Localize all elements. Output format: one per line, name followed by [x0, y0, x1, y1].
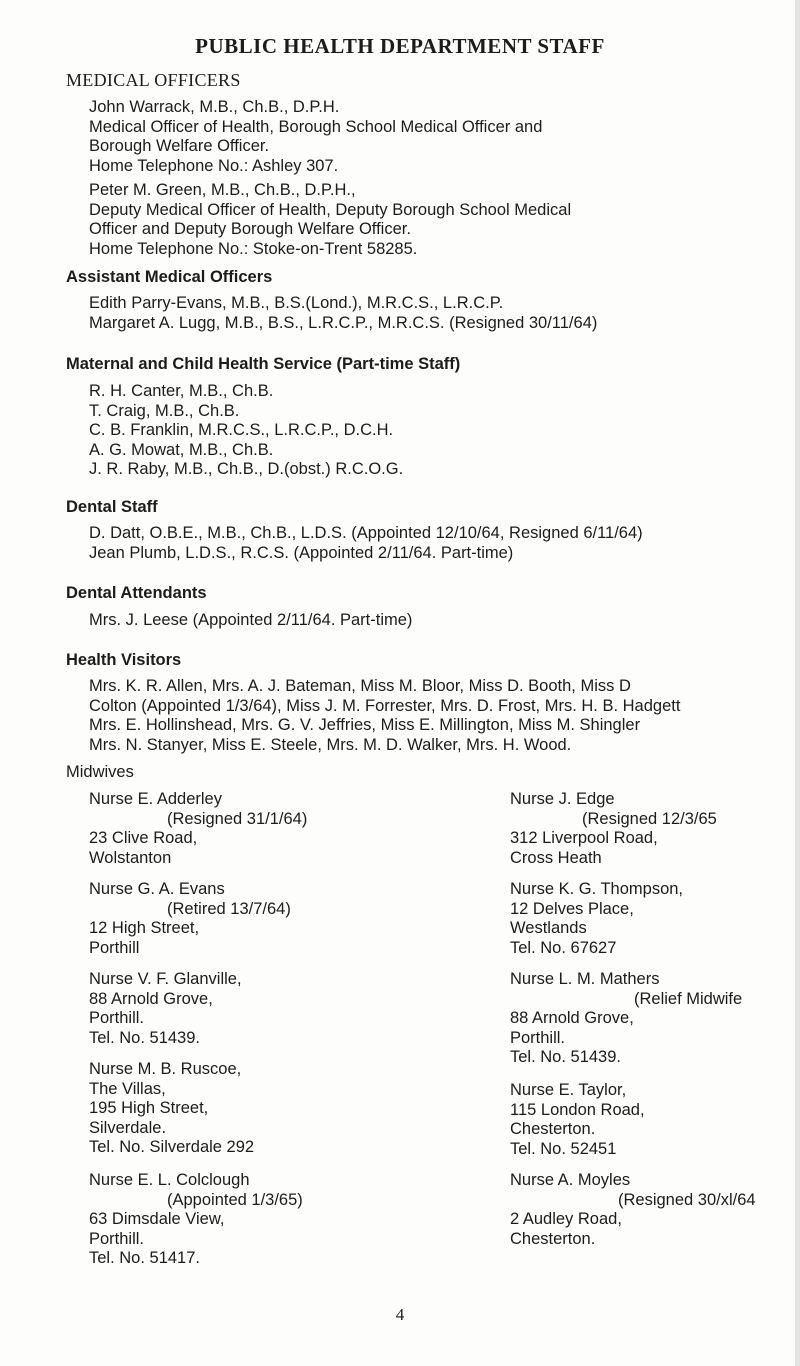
midwife-address: Porthill. — [89, 1229, 145, 1248]
staff-line: R. H. Canter, M.B., Ch.B. — [89, 382, 274, 400]
midwife-phone: Tel. No. 51439. — [89, 1028, 200, 1047]
dental-attendants-heading: Dental Attendants — [66, 584, 207, 602]
staff-line: Margaret A. Lugg, M.B., B.S., L.R.C.P., M.R.C.S. (Resigned 30/11/64) — [89, 313, 598, 332]
dental-staff-heading: Dental Staff — [66, 498, 158, 516]
midwife-address: Cross Heath — [510, 848, 602, 867]
midwife-address: Wolstanton — [89, 848, 172, 867]
staff-line: Mrs. K. R. Allen, Mrs. A. J. Bateman, Miss M. Bloor, Miss D. Booth, Miss D — [89, 677, 631, 695]
midwife-address: 195 High Street, — [89, 1099, 209, 1117]
midwife-entry — [89, 880, 291, 958]
staff-line: Colton (Appointed 1/3/64), Miss J. M. Forrester, Mrs. D. Frost, Mrs. H. B. Hadgett — [89, 696, 681, 715]
officer-line: Deputy Medical Officer of Health, Deputy Borough School Medical — [89, 200, 572, 219]
midwife-address: 88 Arnold Grove, — [510, 1009, 634, 1027]
midwife-name: Nurse E. Adderley — [89, 790, 222, 808]
officer-line: Borough Welfare Officer. — [89, 137, 270, 155]
staff-line: J. R. Raby, M.B., Ch.B., D.(obst.) R.C.O.G. — [89, 460, 404, 478]
midwife-address: 12 High Street, — [89, 919, 200, 937]
midwife-phone: Tel. No. 52451 — [510, 1139, 617, 1158]
midwife-name: Nurse V. F. Glanville, — [89, 970, 242, 988]
midwife-entry — [510, 790, 717, 868]
midwife-address: Chesterton. — [510, 1120, 596, 1138]
officer-line: Medical Officer of Health, Borough School Medical Officer and — [89, 117, 543, 136]
midwife-address: The Villas, — [89, 1079, 166, 1098]
staff-line: Mrs. E. Hollinshead, Mrs. G. V. Jeffries, Miss E. Millington, Miss M. Shingler — [89, 716, 641, 734]
midwife-status: (Resigned 30/xl/64 — [618, 1190, 756, 1209]
midwife-name: Nurse J. Edge — [510, 790, 615, 808]
staff-line: Edith Parry-Evans, M.B., B.S.(Lond.), M.R.C.S., L.R.C.P. — [89, 294, 504, 312]
midwife-entry — [89, 1060, 254, 1158]
midwife-address: Porthill. — [510, 1028, 566, 1047]
staff-line: C. B. Franklin, M.R.C.S., L.R.C.P., D.C.H. — [89, 421, 394, 439]
medical-officers-heading: MEDICAL OFFICERS — [66, 70, 241, 90]
maternal-child-block — [89, 382, 403, 480]
midwife-address: 115 London Road, — [510, 1100, 645, 1119]
health-visitors-heading: Health Visitors — [66, 651, 182, 669]
dental-staff-block — [89, 524, 643, 563]
midwife-entry — [510, 1081, 645, 1159]
maternal-child-heading: Maternal and Child Health Service (Part-time Staff) — [66, 355, 461, 373]
midwife-name: Nurse L. M. Mathers — [510, 970, 660, 988]
midwife-name: Nurse K. G. Thompson, — [510, 880, 684, 898]
midwife-status: (Relief Midwife — [634, 989, 743, 1008]
midwife-name: Nurse M. B. Ruscoe, — [89, 1060, 242, 1078]
midwife-address: 12 Delves Place, — [510, 899, 634, 918]
midwife-address: 23 Clive Road, — [89, 829, 198, 847]
health-visitors-block — [89, 677, 680, 755]
staff-line: T. Craig, M.B., Ch.B. — [89, 401, 240, 420]
staff-line: A. G. Mowat, M.B., Ch.B. — [89, 440, 274, 459]
midwife-name: Nurse G. A. Evans — [89, 880, 225, 898]
midwife-address: Westlands — [510, 919, 587, 937]
staff-line: Mrs. J. Leese (Appointed 2/11/64. Part-time) — [89, 611, 413, 629]
midwife-entry — [510, 1171, 756, 1249]
midwife-address: 312 Liverpool Road, — [510, 829, 658, 847]
midwife-address: Porthill — [89, 938, 140, 957]
midwife-address: 63 Dimsdale View, — [89, 1210, 225, 1228]
midwife-status: (Appointed 1/3/65) — [167, 1190, 303, 1209]
staff-line: Jean Plumb, L.D.S., R.C.S. (Appointed 2/11/64. Part-time) — [89, 543, 514, 562]
midwife-entry — [510, 970, 742, 1068]
midwife-entry — [89, 1171, 303, 1269]
medical-officers-block — [89, 98, 571, 259]
page-number: 4 — [395, 1305, 405, 1324]
midwife-address: Chesterton. — [510, 1229, 596, 1248]
midwife-address: Silverdale. — [89, 1118, 167, 1137]
midwife-phone: Tel. No. 51439. — [510, 1048, 621, 1066]
midwife-status: (Retired 13/7/64) — [167, 899, 291, 918]
midwife-name: Nurse E. L. Colclough — [89, 1171, 250, 1189]
midwife-phone: Tel. No. Silverdale 292 — [89, 1138, 255, 1156]
assistant-medical-officers-heading: Assistant Medical Officers — [66, 268, 273, 286]
officer-line: John Warrack, M.B., Ch.B., D.P.H. — [89, 98, 340, 116]
officer-line: Peter M. Green, M.B., Ch.B., D.P.H., — [89, 181, 356, 199]
officer-line: Home Telephone No.: Stoke-on-Trent 58285. — [89, 239, 418, 258]
officer-line: Officer and Deputy Borough Welfare Officer. — [89, 220, 411, 238]
midwife-entry — [510, 880, 683, 958]
midwife-address: 88 Arnold Grove, — [89, 989, 213, 1008]
officer-line: Home Telephone No.: Ashley 307. — [89, 156, 339, 175]
dental-attendants-block — [89, 611, 412, 631]
midwife-phone: Tel. No. 67627 — [510, 938, 617, 957]
page-edge-shadow — [795, 0, 800, 1366]
assistant-medical-officers-block — [89, 294, 597, 333]
page-title: PUBLIC HEALTH DEPARTMENT STAFF — [195, 34, 605, 58]
midwives-heading: Midwives — [66, 763, 134, 781]
midwife-address: Porthill. — [89, 1009, 145, 1027]
midwife-entry — [89, 970, 242, 1048]
midwife-status: (Resigned 31/1/64) — [167, 809, 308, 828]
midwife-phone: Tel. No. 51417. — [89, 1249, 200, 1267]
staff-line: Mrs. N. Stanyer, Miss E. Steele, Mrs. M. D. Walker, Mrs. H. Wood. — [89, 735, 572, 754]
staff-line: D. Datt, O.B.E., M.B., Ch.B., L.D.S. (Appointed 12/10/64, Resigned 6/11/64) — [89, 524, 643, 542]
midwife-address: 2 Audley Road, — [510, 1210, 622, 1228]
midwife-name: Nurse E. Taylor, — [510, 1081, 627, 1099]
midwife-entry — [89, 790, 307, 868]
midwife-status: (Resigned 12/3/65 — [582, 809, 717, 828]
midwife-name: Nurse A. Moyles — [510, 1171, 631, 1189]
